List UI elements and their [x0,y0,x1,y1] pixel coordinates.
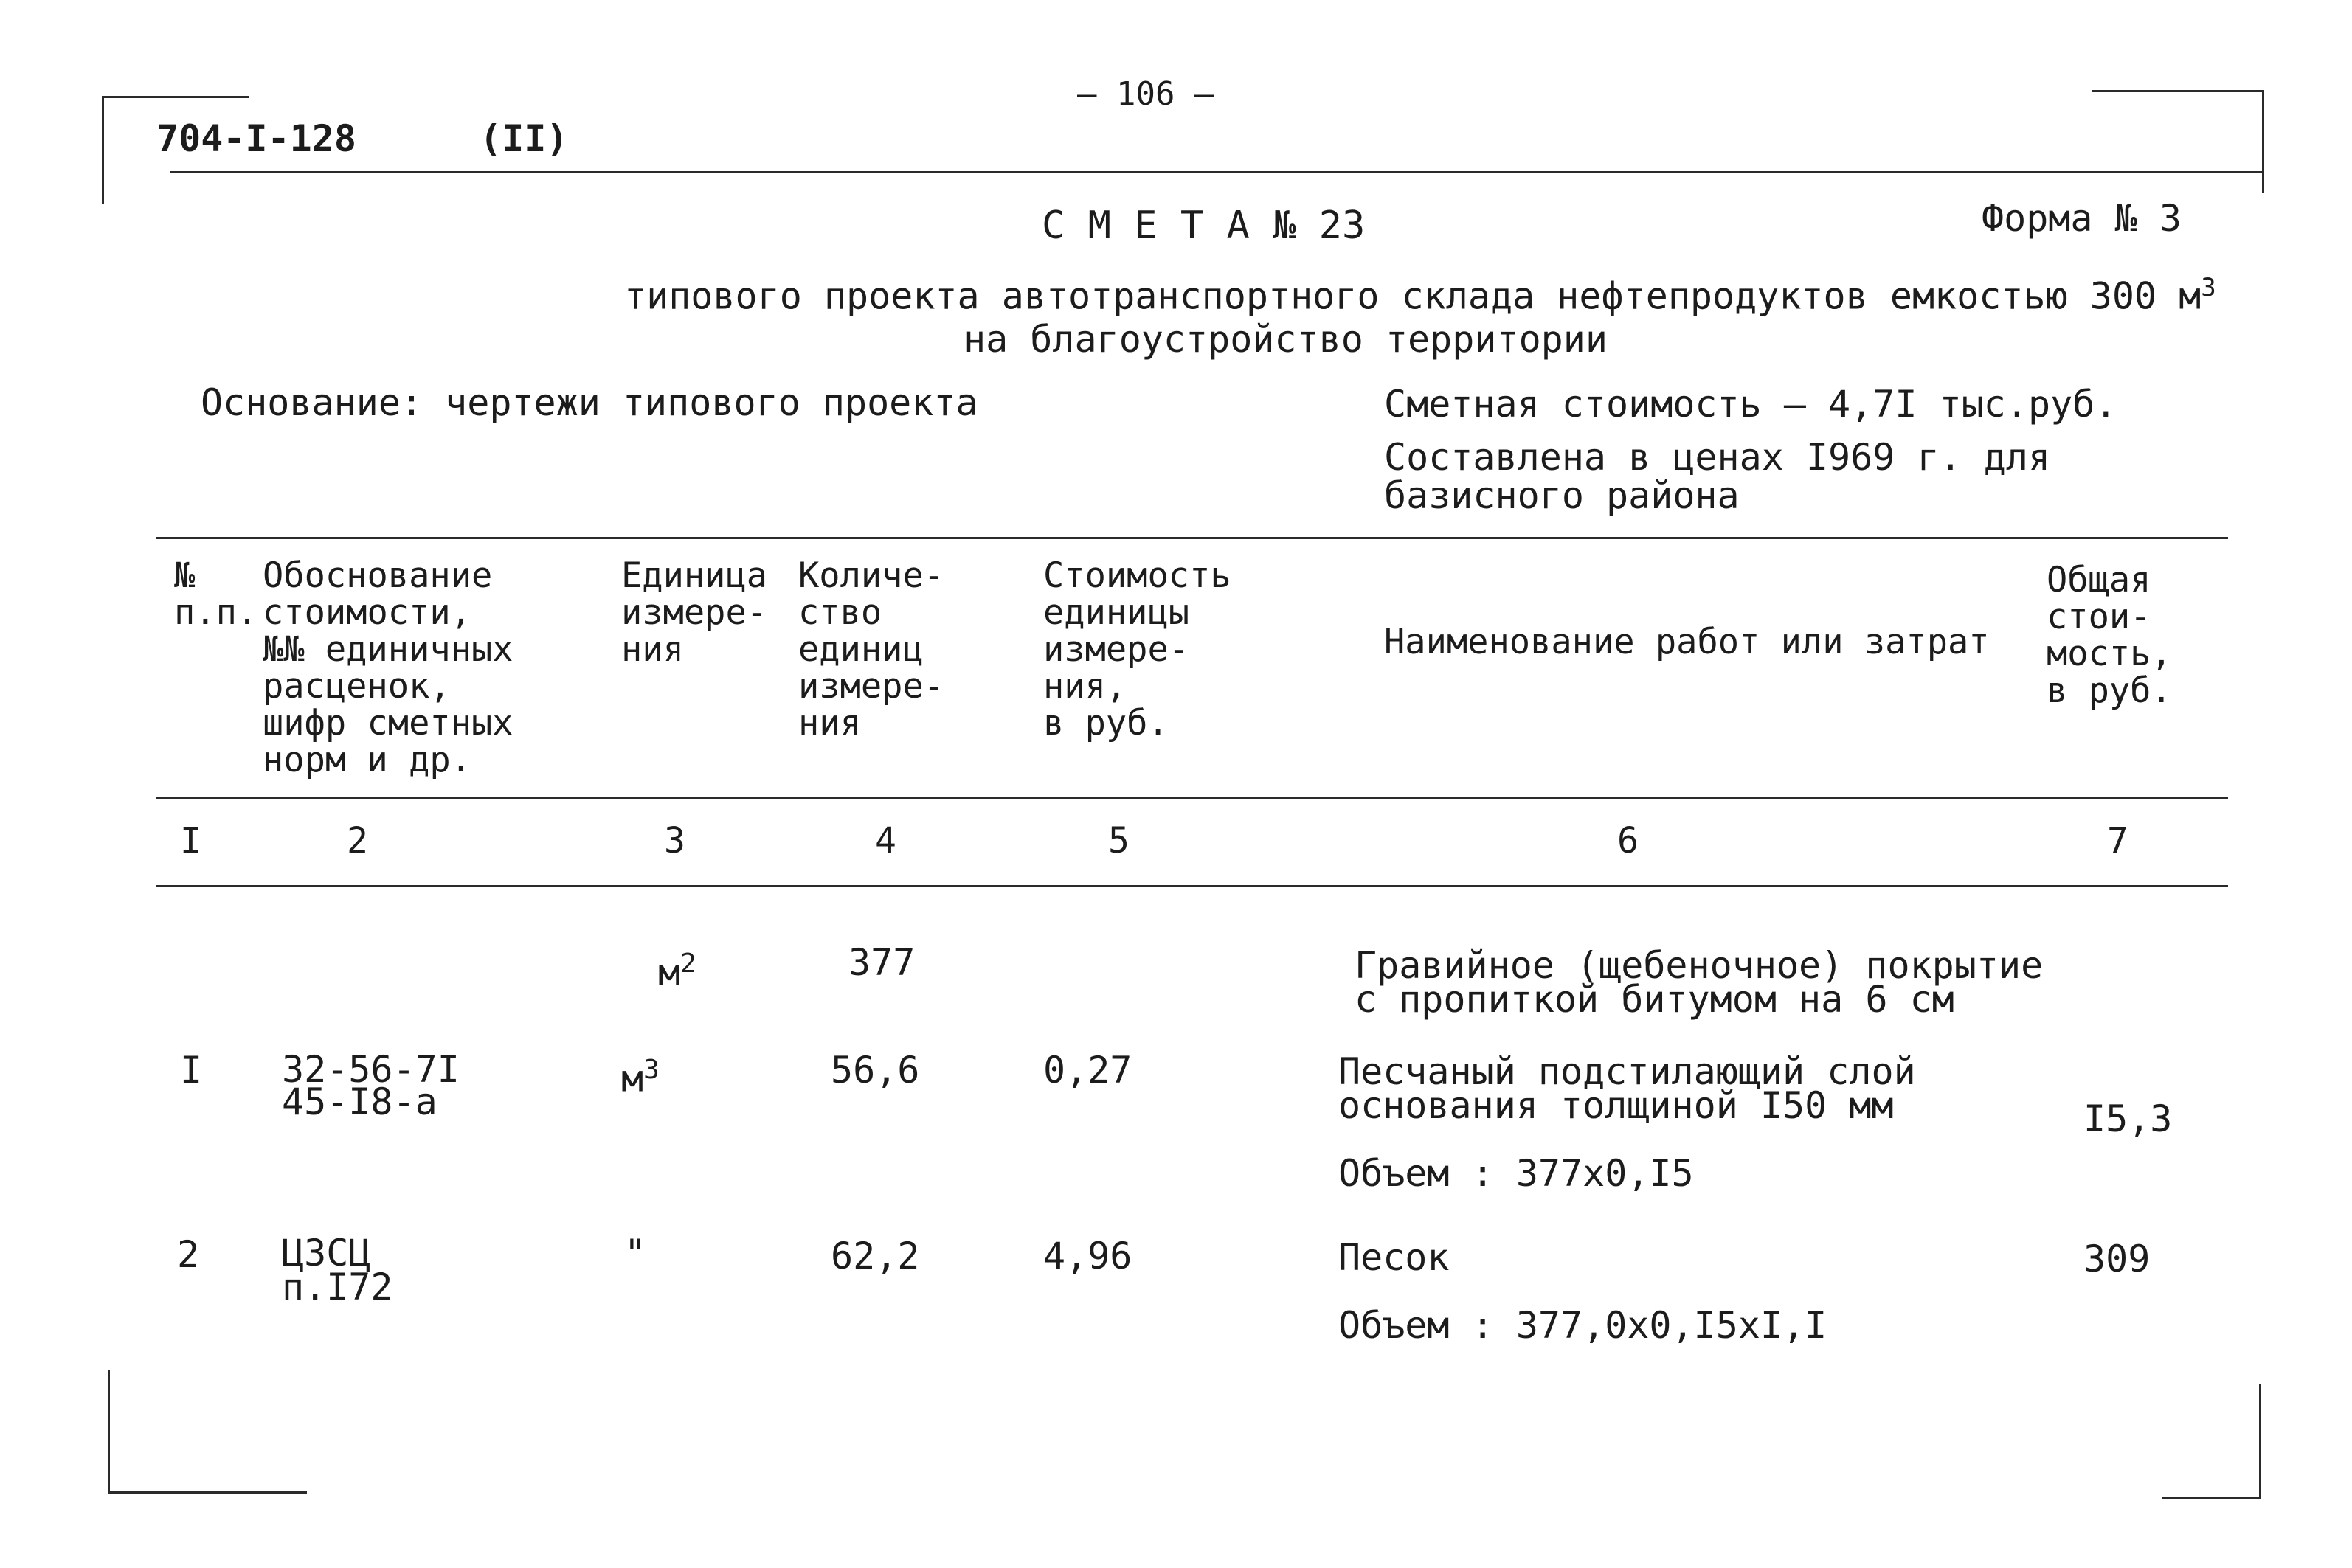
title-line-2: на благоустройство территории [964,318,1608,361]
basis-text: Основание: чертежи типового проекта [201,381,978,424]
row-2-no: 2 [177,1233,200,1276]
section-name: Гравийное (щебеночное) покрытие с пропиткой битумом на 6 см [1355,944,2044,1021]
frame-top-right-tick [2092,90,2262,92]
header-col-5: Стоимость единицы измере- ния, в руб. [1043,555,1231,743]
row-1-name: Песчаный подстилающий слой основания толщиной I50 мм [1338,1050,1916,1127]
col-number-2: 2 [347,820,368,861]
price-base: Составлена в ценах I969 г. для базисного района [1384,436,2051,517]
frame-left-top [102,96,104,204]
row-2-unit: " [624,1232,647,1274]
col-number-3: 3 [664,820,685,861]
form-number: Форма № 3 [1982,197,2182,240]
header-bottom-rule [156,797,2228,799]
project-part: (II) [480,117,569,160]
frame-bottom-left [108,1491,307,1494]
row-1-quantity: 56,6 [831,1049,920,1092]
row-2-basis: ЦЗСЦ п.I72 [282,1232,393,1308]
page-number: — 106 — [1077,75,1214,113]
row-2-quantity: 62,2 [831,1235,920,1277]
row-1-basis: 32-56-7I 45-I8-а [282,1048,460,1123]
table-top-rule [156,537,2228,539]
row-1-unit [621,1050,660,1099]
col-number-6: 6 [1617,820,1639,861]
row-1-volume: Объем : 377х0,I5 [1338,1152,1694,1195]
section-unit-sup: 2 [680,948,696,979]
header-rule [170,171,2262,173]
row-2-volume: Объем : 377,0х0,I5хI,I [1338,1304,1827,1347]
row-1-total: I5,3 [2083,1097,2173,1140]
header-col-7: Общая стои- мость, в руб. [2047,560,2172,711]
row-2-unit-cost: 4,96 [1043,1235,1132,1277]
row-1-unit-sup: 3 [643,1055,660,1085]
column-numbers-rule [156,885,2228,887]
col-number-4: 4 [875,820,896,861]
row-1-no: I [180,1049,203,1092]
header-col-1: № п.п. [174,555,258,633]
col-number-5: 5 [1108,820,1130,861]
title-line-1-sup: 3 [2201,273,2216,302]
section-unit-text: м [658,951,681,994]
frame-bottom-right [2162,1497,2261,1499]
col-number-1: I [180,820,201,861]
section-unit [658,944,696,993]
estimate-heading: С М Е Т А № 23 [1042,204,1366,248]
frame-right-bottom [2259,1384,2261,1499]
row-1-unit-cost: 0,27 [1043,1049,1132,1092]
frame-right-top [2262,90,2264,193]
col-number-7: 7 [2107,820,2128,861]
header-col-4: Количе- ство единиц измере- ния [798,555,945,743]
header-col-2: Обоснование стоимости, №№ единичных расценок, шифр сметных норм и др. [263,555,513,780]
section-quantity: 377 [848,941,916,984]
row-2-total: 309 [2083,1238,2151,1280]
title-line-1-text: типового проекта автотранспортного склада нефтепродуктов емкостью 300 м [624,274,2201,318]
header-col-3: Единица измере- ния [621,555,768,670]
row-1-unit-text: м [621,1057,644,1100]
project-code: 704-I-128 [156,117,356,160]
frame-left-bottom [108,1370,110,1493]
estimated-cost: Сметная стоимость – 4,7I тыс.руб. [1384,383,2117,426]
frame-top-left-tick [102,96,249,98]
row-2-name: Песок [1338,1236,1450,1279]
title-line-1 [624,267,2216,317]
header-col-6: Наименование работ или затрат [1384,622,1990,662]
